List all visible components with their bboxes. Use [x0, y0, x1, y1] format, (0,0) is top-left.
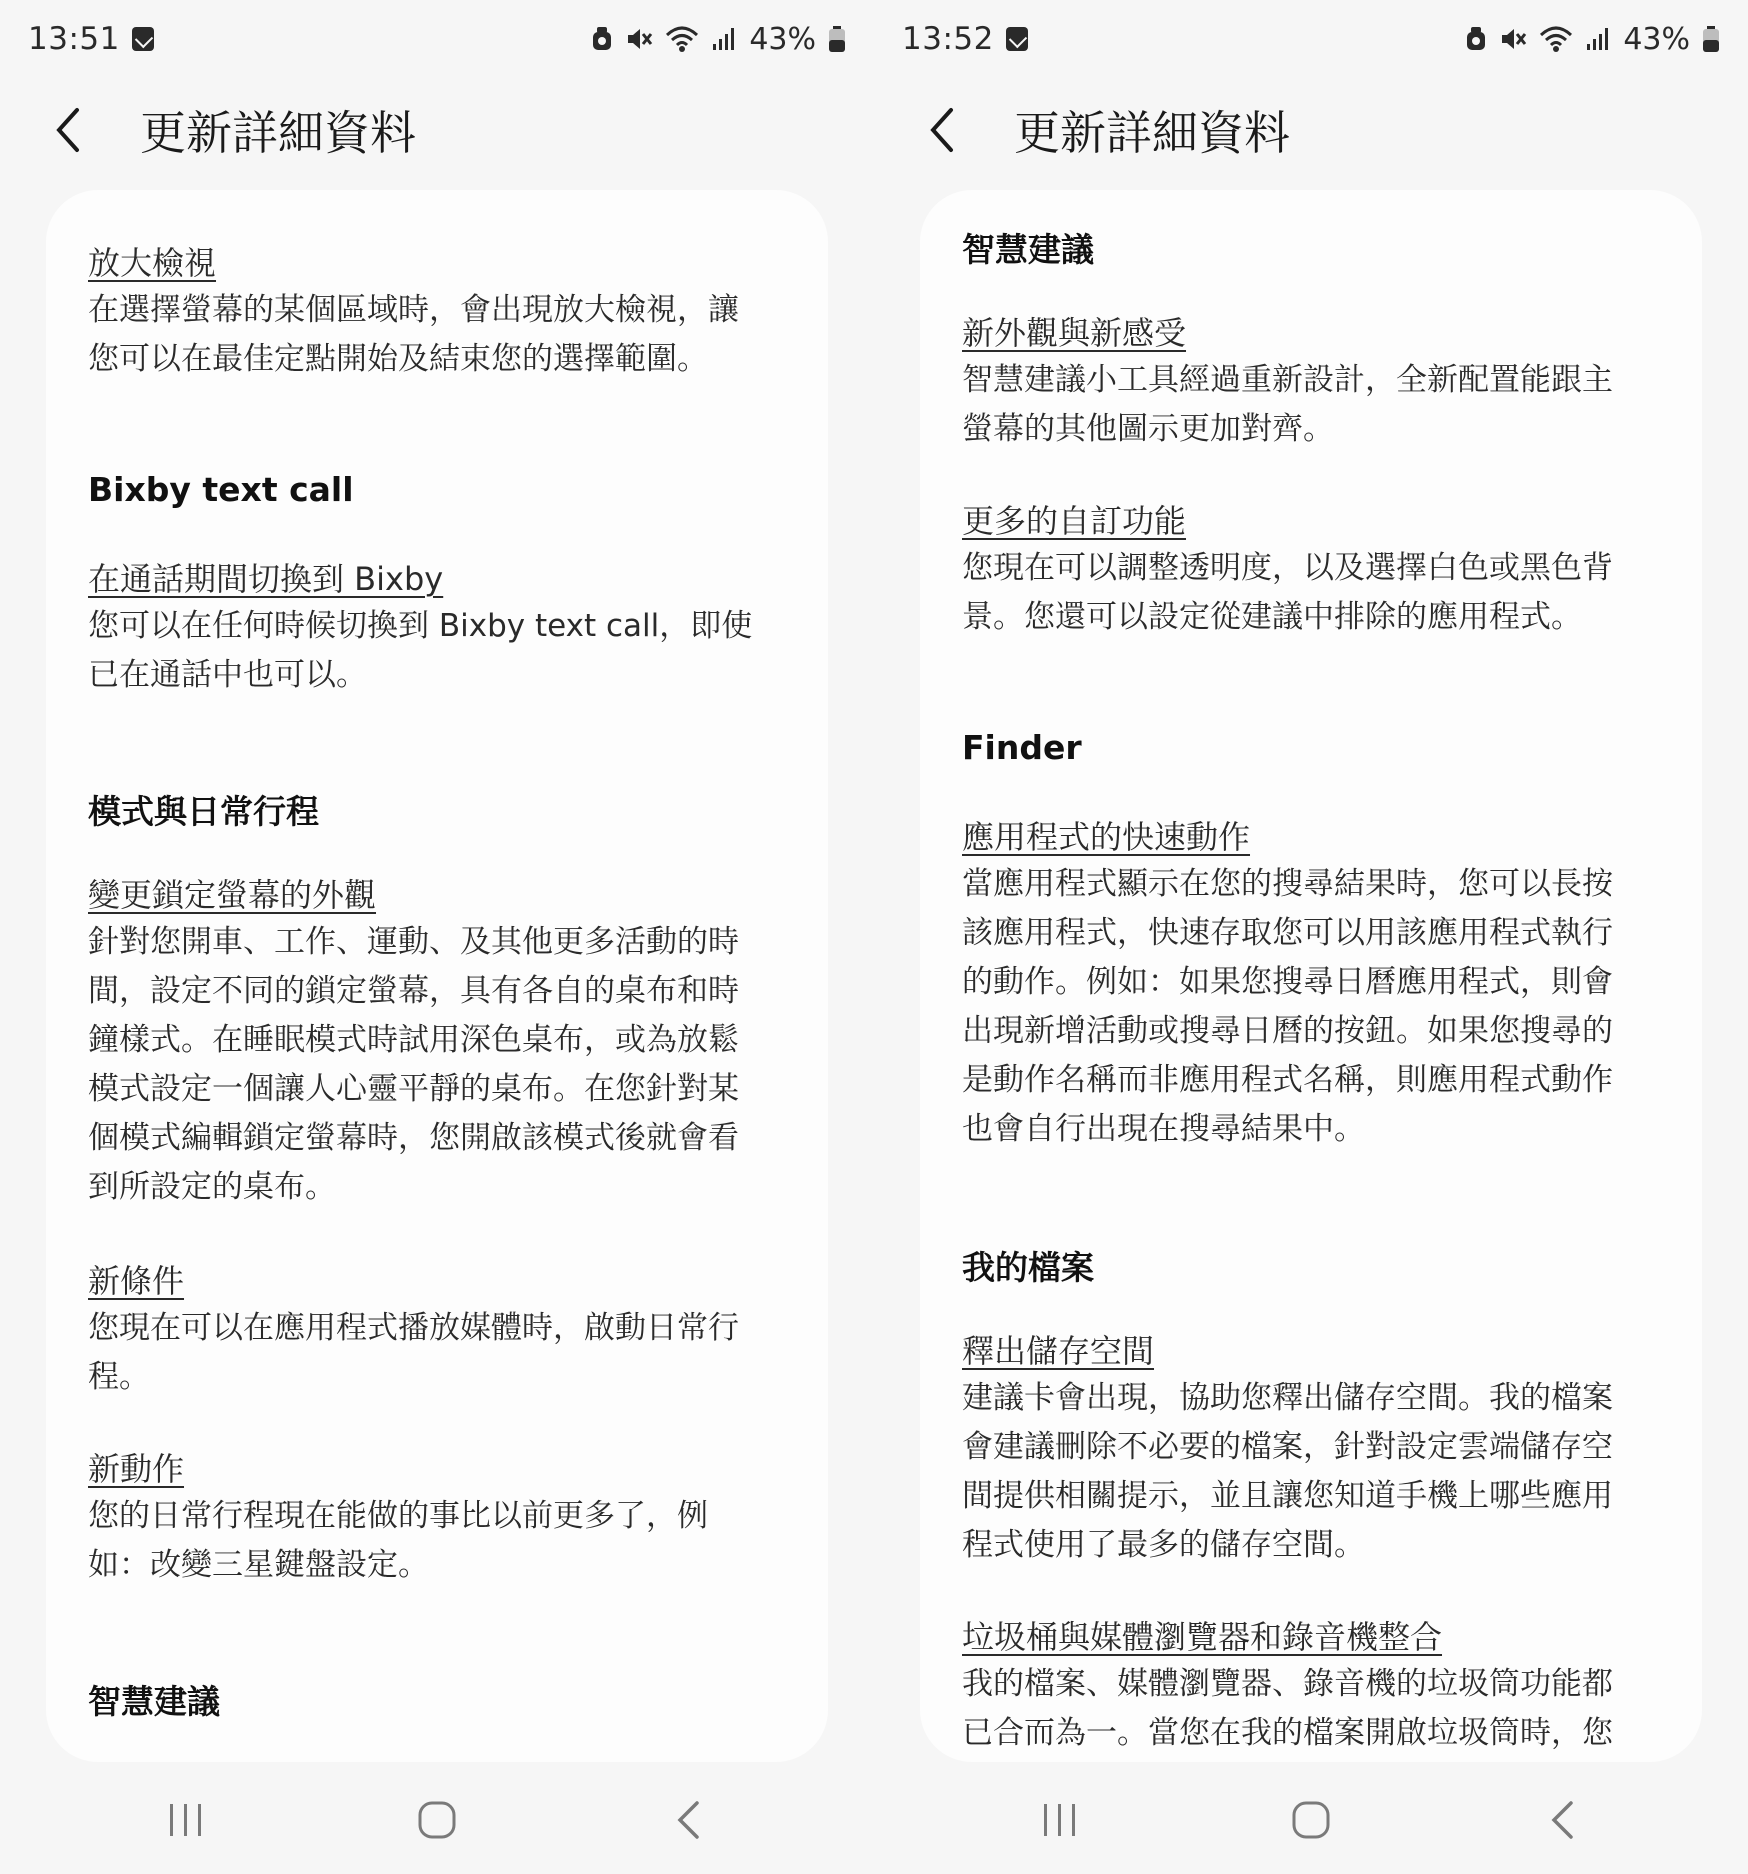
- navigation-bar: [0, 1780, 874, 1860]
- home-icon: [417, 1800, 457, 1840]
- section-lock-screen: [88, 870, 786, 1212]
- text-line: 我的檔案、媒體瀏覽器、錄音機的垃圾筒功能都: [962, 1666, 1613, 1702]
- text-line: 您現在可以在應用程式播放媒體時，啟動日常行: [88, 1310, 739, 1346]
- body-text: [962, 356, 1660, 454]
- chevron-left-icon: [927, 106, 957, 154]
- mute-icon: [625, 26, 653, 52]
- text-line: 如：改變三星鍵盤設定。: [88, 1547, 429, 1583]
- text-line: 已在通話中也可以。: [88, 657, 367, 693]
- section-customization: [962, 496, 1660, 642]
- text-line: 您的日常行程現在能做的事比以前更多了，例: [88, 1498, 708, 1534]
- nav-back-button[interactable]: [643, 1785, 733, 1855]
- section-heading: 我的檔案: [962, 1248, 1094, 1287]
- sub-heading: 在通話期間切換到 Bixby: [88, 560, 444, 598]
- section-trash-integration: [962, 1612, 1660, 1758]
- text-line: 鐘樣式。在睡眠模式時試用深色桌布，或為放鬆: [88, 1022, 739, 1058]
- sub-heading: 新條件: [88, 1262, 185, 1300]
- right-screen: [874, 0, 1748, 1874]
- text-line: 間，設定不同的鎖定螢幕，具有各自的桌布和時: [88, 973, 739, 1009]
- details-card[interactable]: [920, 190, 1702, 1762]
- app-bar: [0, 88, 874, 172]
- page-title: 更新詳細資料: [140, 106, 416, 160]
- wifi-icon: [1539, 25, 1573, 53]
- body-text: [88, 602, 786, 700]
- recents-button[interactable]: [141, 1785, 231, 1855]
- text-line: 景。您還可以設定從建議中排除的應用程式。: [962, 599, 1582, 635]
- sub-heading: 更多的自訂功能: [962, 502, 1187, 540]
- home-icon: [1291, 1800, 1331, 1840]
- text-line: 模式設定一個讓人心靈平靜的桌布。在您針對某: [88, 1071, 739, 1107]
- back-button[interactable]: [910, 98, 974, 162]
- text-line: 的動作。例如：如果您搜尋日曆應用程式，則會: [962, 964, 1613, 1000]
- chevron-left-icon: [53, 106, 83, 154]
- text-line: 您可以在任何時候切換到 Bixby text call，即使: [88, 608, 753, 644]
- alarm-icon: [1465, 26, 1487, 52]
- status-bar: [28, 14, 846, 64]
- text-line: 您可以在最佳定點開始及結束您的選擇範圍。: [88, 341, 708, 377]
- status-time: 13:52: [902, 21, 994, 57]
- body-text: [88, 286, 786, 384]
- body-text: [962, 860, 1660, 1154]
- home-button[interactable]: [392, 1785, 482, 1855]
- text-line: 會建議刪除不必要的檔案，針對設定雲端儲存空: [962, 1429, 1613, 1465]
- sub-heading: 放大檢視: [88, 244, 217, 282]
- text-line: 您現在可以調整透明度，以及選擇白色或黑色背: [962, 550, 1613, 586]
- section-heading: Finder: [962, 728, 1082, 767]
- section-new-look: [962, 308, 1660, 454]
- text-line: 個模式編輯鎖定螢幕時，您開啟該模式後就會看: [88, 1120, 739, 1156]
- signal-icon: [711, 26, 737, 52]
- sub-heading: 垃圾桶與媒體瀏覽器和錄音機整合: [962, 1618, 1443, 1656]
- back-icon: [675, 1800, 701, 1840]
- status-icons: [591, 22, 846, 57]
- alarm-icon: [591, 26, 613, 52]
- back-icon: [1549, 1800, 1575, 1840]
- text-line: 程。: [88, 1359, 150, 1395]
- sub-heading: 釋出儲存空間: [962, 1332, 1155, 1370]
- battery-icon: [1702, 25, 1720, 53]
- body-text: [88, 1304, 786, 1402]
- status-icons: [1465, 22, 1720, 57]
- section-heading: 模式與日常行程: [88, 792, 319, 831]
- text-line: 是動作名稱而非應用程式名稱，則應用程式動作: [962, 1062, 1613, 1098]
- sub-heading: 新動作: [88, 1450, 185, 1488]
- home-button[interactable]: [1266, 1785, 1356, 1855]
- section-quick-actions: [962, 812, 1660, 1154]
- text-line: 已合而為一。當您在我的檔案開啟垃圾筒時，您: [962, 1715, 1613, 1751]
- text-line: 到所設定的桌布。: [88, 1169, 336, 1205]
- sub-heading: 新外觀與新感受: [962, 314, 1187, 352]
- section-bixby-switch: [88, 554, 786, 700]
- status-bar: [902, 14, 1720, 64]
- battery-percent: 43%: [1623, 21, 1690, 57]
- app-bar: [874, 88, 1748, 172]
- body-text: [88, 1492, 786, 1590]
- nav-back-button[interactable]: [1517, 1785, 1607, 1855]
- section-new-actions: [88, 1444, 786, 1590]
- wifi-icon: [665, 25, 699, 53]
- notification-icon: [1006, 27, 1028, 51]
- section-new-conditions: [88, 1256, 786, 1402]
- body-text: [962, 1374, 1660, 1570]
- text-line: 針對您開車、工作、運動、及其他更多活動的時: [88, 924, 739, 960]
- section-heading: 智慧建議: [88, 1682, 220, 1721]
- text-line: 間提供相關提示，並且讓您知道手機上哪些應用: [962, 1478, 1613, 1514]
- signal-icon: [1585, 26, 1611, 52]
- recents-button[interactable]: [1015, 1785, 1105, 1855]
- details-card[interactable]: [46, 190, 828, 1762]
- section-free-storage: [962, 1326, 1660, 1570]
- section-magnifier: [88, 238, 786, 384]
- body-text: [962, 544, 1660, 642]
- mute-icon: [1499, 26, 1527, 52]
- body-text: [962, 1660, 1660, 1758]
- text-line: 出現新增活動或搜尋日曆的按鈕。如果您搜尋的: [962, 1013, 1613, 1049]
- battery-icon: [828, 25, 846, 53]
- sub-heading: 應用程式的快速動作: [962, 818, 1251, 856]
- navigation-bar: [874, 1780, 1748, 1860]
- text-line: 當應用程式顯示在您的搜尋結果時，您可以長按: [962, 866, 1613, 902]
- text-line: 程式使用了最多的儲存空間。: [962, 1527, 1365, 1563]
- sub-heading: 變更鎖定螢幕的外觀: [88, 876, 377, 914]
- text-line: 該應用程式，快速存取您可以用該應用程式執行: [962, 915, 1613, 951]
- recents-icon: [166, 1802, 206, 1838]
- section-heading: Bixby text call: [88, 470, 354, 509]
- status-time: 13:51: [28, 21, 120, 57]
- battery-percent: 43%: [749, 21, 816, 57]
- section-heading: 智慧建議: [962, 230, 1094, 269]
- notification-icon: [132, 27, 154, 51]
- text-line: 建議卡會出現，協助您釋出儲存空間。我的檔案: [962, 1380, 1613, 1416]
- body-text: [88, 918, 786, 1212]
- back-button[interactable]: [36, 98, 100, 162]
- recents-icon: [1040, 1802, 1080, 1838]
- text-line: 也會自行出現在搜尋結果中。: [962, 1111, 1365, 1147]
- text-line: 螢幕的其他圖示更加對齊。: [962, 411, 1334, 447]
- text-line: 智慧建議小工具經過重新設計，全新配置能跟主: [962, 362, 1613, 398]
- text-line: 在選擇螢幕的某個區域時，會出現放大檢視，讓: [88, 292, 739, 328]
- page-title: 更新詳細資料: [1014, 106, 1290, 160]
